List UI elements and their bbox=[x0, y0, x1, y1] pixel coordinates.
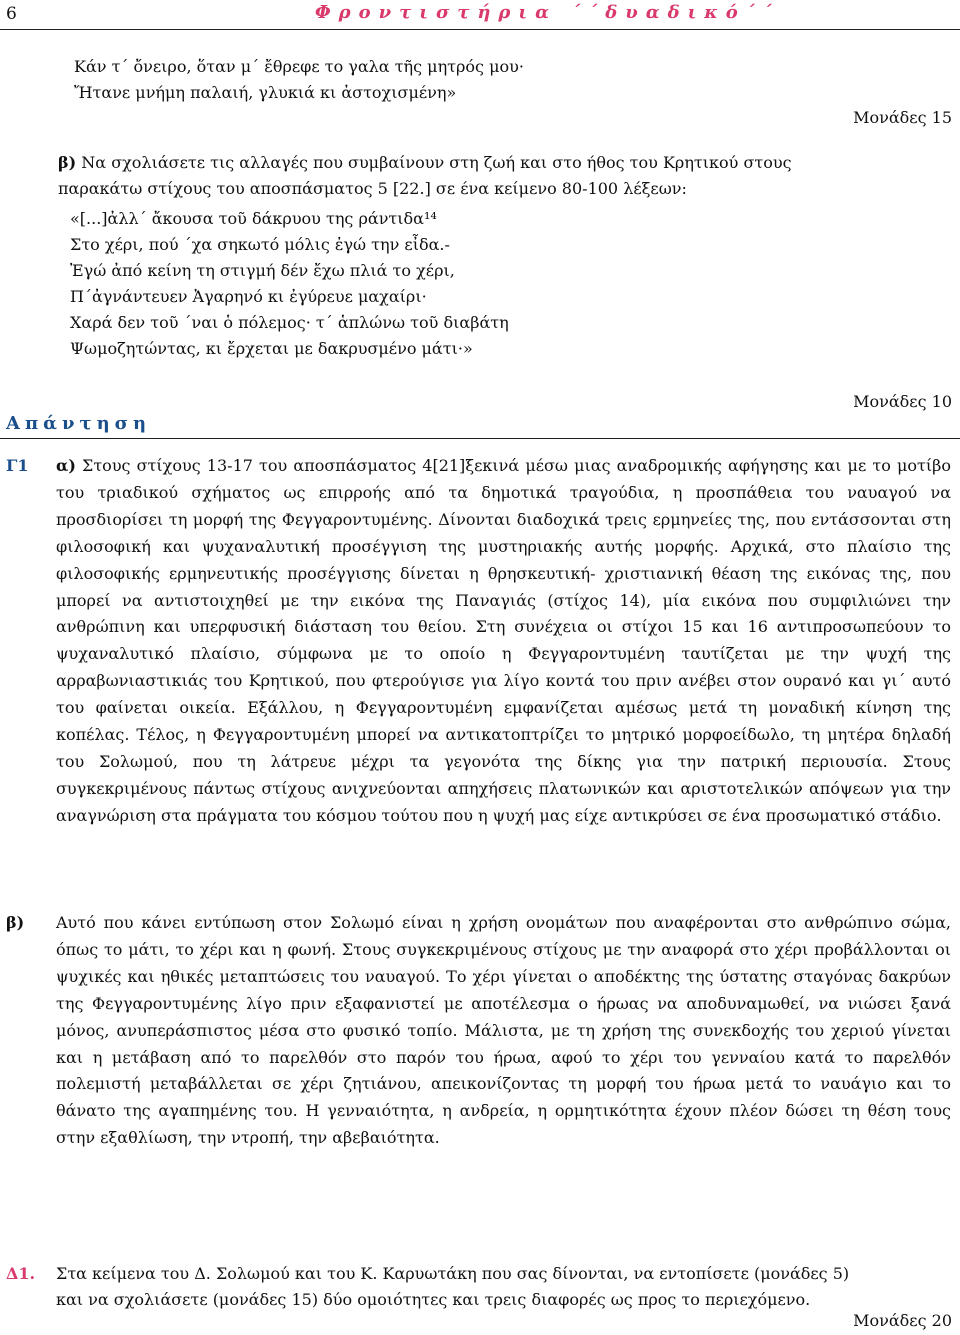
answer-b-paragraph bbox=[56, 910, 951, 1152]
question-b-line-1 bbox=[58, 150, 792, 176]
verse-line: Στο χέρι, πού ΄χα σηκωτό μόλις ἐγώ την εἶδα.- bbox=[70, 235, 450, 254]
answer-b-marker: β) bbox=[6, 913, 25, 932]
page-header bbox=[0, 0, 960, 32]
answer-divider bbox=[0, 438, 960, 439]
answer-heading: Απάντηση bbox=[6, 413, 152, 434]
answer-g1-text: Στους στίχους 13-17 του αποσπάσματος 4[21]ξεκινά μέσω μιας αναδρομικής αφήγησης και με το μοτίβο του τριαδικού σχήματος ως επιρροής από τα δημοτικά τραγούδια, η προσπάθεια του ναυαγού να προσδιορίσει τη μορφή της Φεγγαροντυμένης. Δίνονται διαδοχικά τρεις ερμηνείες της, που εντάσσονται στη φιλοσοφική και ψυχαναλυτική προσέγγιση της μυστηριακής αυτής μορφής. Αρχικά, στο πλαίσιο της φιλοσοφικής ερμηνευτικής προσέγγισης δίνεται η θρησκευτική- χριστιανική θέαση της εικόνας της, που μπορεί να αντιστοιχηθεί με την εικόνα της Παναγιάς (στίχος 14), μία εικόνα που συμφιλιώνει την ανθρώπινη και υπερφυσική διάσταση του θείου. Στη συνέχεια οι στίχοι 15 και 16 αντιπροσωπεύουν το ψυχαναλυτικό πλαίσιο, σύμφωνα με το οποίο η Φεγγαροντυμένη ταυτίζεται με την ψυχή της αρραβωνιαστικιάς του Κρητικού, που φτερούγισε για λίγο κοντά του πριν ανέβει στον ουρανό και γι΄ αυτό του φαίνεται οικεία. Εξάλλου, η Φεγγαροντυμένη εμφανίζεται αμέσως μετά τη μοναδική κίνηση της κοπέλας. Τέλος, η Φεγγαροντυμένη μπορεί να αντικατοπτρίζει το μητρικό μορφοείδωλο, τη μητέρα δηλαδή του Σολωμού, που τη λάτρευε μέχρι τα γεγονότα της δίκης για την πατρική περιουσία. Στους συγκεκριμένους πάντως στίχους ανιχνεύονται απηχήσεις πλατωνικών και αριστοτελικών απόψεων για την αναγνώριση στα πράγματα του κόσμου τούτου που η ψυχή μας είχε αντικρύσει σε ένα προσωματικό στάδιο. bbox=[56, 456, 951, 825]
units-15: Μονάδες 15 bbox=[853, 108, 952, 127]
answer-g1-marker: Γ1 bbox=[6, 456, 29, 475]
verse-line: «[...]ἀλλ΄ ἄκουσα τοῦ δάκρυου της ράντιδα¹⁴ bbox=[70, 209, 437, 228]
units-20: Μονάδες 20 bbox=[853, 1311, 952, 1330]
answer-g1-label: α) bbox=[56, 456, 76, 475]
poem-line-1: Κάν τ΄ ὄνειρο, ὅταν μ΄ ἔθρεφε το γαλα τῆς μητρός μου· bbox=[74, 57, 524, 76]
question-d1-line-2: και να σχολιάσετε (μονάδες 15) δύο ομοιότητες και τρεις διαφορές ως προς το περιεχόμενο. bbox=[56, 1290, 811, 1309]
question-d1-marker: Δ1. bbox=[6, 1264, 36, 1283]
verse-line: Χαρά δεν τοῦ ΄ναι ὁ πόλεμος· τ΄ ἁπλώνω τοῦ διαβάτη bbox=[70, 313, 509, 332]
running-title: Φροντιστήρια ΄΄δυαδικό΄΄ bbox=[315, 2, 780, 23]
answer-g1-paragraph bbox=[56, 453, 951, 830]
header-divider bbox=[0, 29, 960, 30]
question-b-text-1: Να σχολιάσετε τις αλλαγές που συμβαίνουν στη ζωή και στο ήθος του Κρητικού στους bbox=[81, 153, 792, 172]
units-10: Μονάδες 10 bbox=[853, 392, 952, 411]
question-d1-line-1: Στα κείμενα του Δ. Σολωμού και του Κ. Καρυωτάκη που σας δίνονται, να εντοπίσετε (μονάδες 5) bbox=[56, 1264, 850, 1283]
question-b-label: β) bbox=[58, 153, 77, 172]
page-number: 6 bbox=[6, 4, 17, 24]
question-b-line-2: παρακάτω στίχους του αποσπάσματος 5 [22.] σε ένα κείμενο 80-100 λέξεων: bbox=[58, 179, 687, 198]
verse-line: Π΄ἀγνάντευεν Ἀγαρηνό κι ἐγύρευε μαχαίρι· bbox=[70, 287, 427, 306]
verse-line: Ψωμοζητώντας, κι ἔρχεται με δακρυσμένο μάτι·» bbox=[70, 339, 473, 358]
poem-line-2: Ἤτανε μνήμη παλαιή, γλυκιά κι ἀστοχισμένη» bbox=[74, 83, 457, 102]
verse-line: Ἐγώ ἀπό κείνη τη στιγμή δέν ἔχω πλιά το χέρι, bbox=[70, 261, 455, 280]
answer-b-text: Αυτό που κάνει εντύπωση στον Σολωμό είναι η χρήση ονομάτων που αναφέρονται στο ανθρώπινο σώμα, όπως το μάτι, το χέρι και η φωνή. Στους συγκεκριμένους στίχους με την αναφορά στο χέρι προβάλλονται οι ψυχικές και ηθικές μεταπτώσεις του ναυαγού. Το χέρι γίνεται ο αποδέκτης της ύστατης σταγόνας δακρύων της Φεγγαροντυμένης λίγο πριν εξαφανιστεί με αποτέλεσμα ο ήρωας να αποδυναμωθεί, να νιώσει ξανά μόνος, ανυπεράσπιστος μέσα στο φυσικό τοπίο. Μάλιστα, με τη χρήση της συνεκδοχής του χεριού γίνεται και η μετάβαση από το παρελθόν στο παρόν του ήρωα, αφού το χέρι του γενναίου κατά το παρελθόν πολεμιστή μεταβάλλεται σε χέρι ζητιάνου, απεικονίζοντας τη μορφή του ήρωα μετά το ναυάγιο και το θάνατο της αγαπημένης του. Η γενναιότητα, η ανδρεία, η ορμητικότητα έχουν πλέον δώσει τη θέση τους στην εξαθλίωση, την ντροπή, την αβεβαιότητα. bbox=[56, 913, 951, 1148]
